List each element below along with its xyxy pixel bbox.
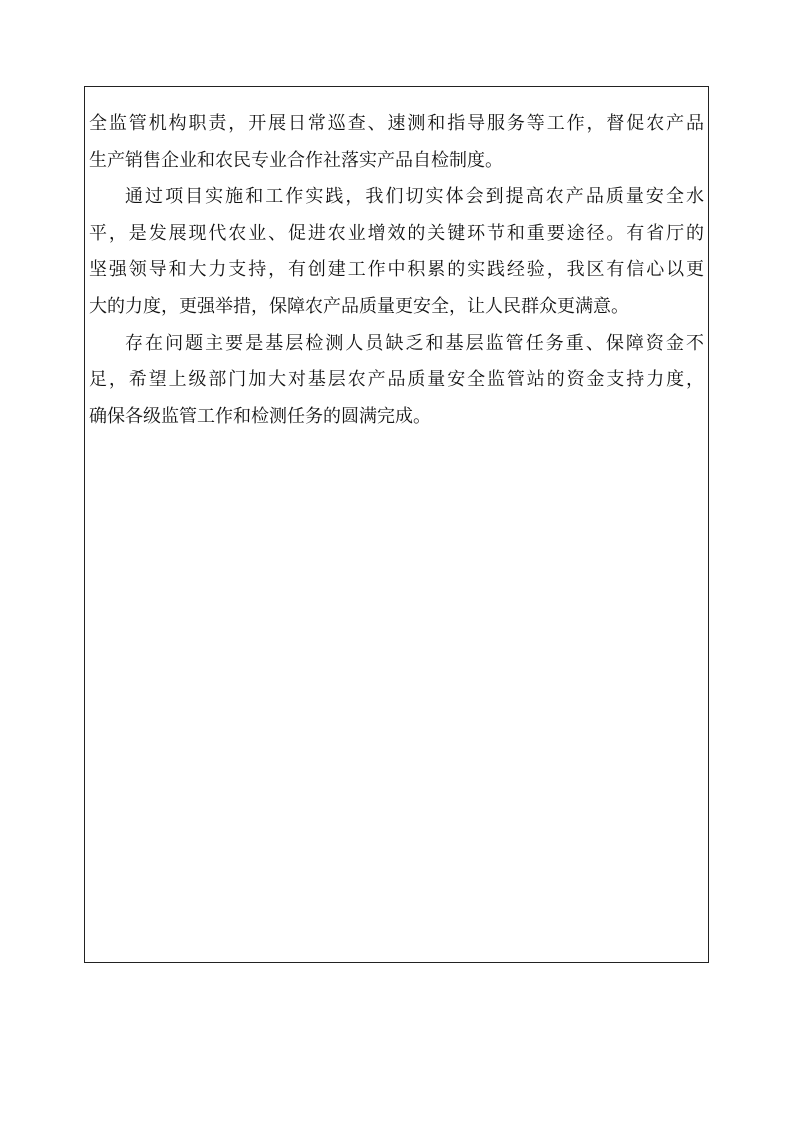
paragraph-supervision-duties [89, 106, 704, 179]
text-line: 足，希望上级部门加大对基层农产品质量安全监管站的资金支持力度， [89, 369, 704, 391]
text-line: 生产销售企业和农民专业合作社落实产品自检制度。 [89, 149, 503, 171]
paragraph-project-experience [89, 179, 704, 325]
text-line: 全监管机构职责，开展日常巡查、速测和指导服务等工作，督促农产品 [89, 113, 704, 134]
document-frame [84, 86, 709, 963]
text-line: 确保各级监管工作和检测任务的圆满完成。 [89, 405, 431, 427]
paragraph-existing-problems [89, 326, 704, 436]
text-line: 坚强领导和大力支持，有创建工作中积累的实践经验，我区有信心以更 [89, 259, 704, 281]
document-body [89, 106, 704, 435]
text-line: 大的力度，更强举措，保障农产品质量更安全，让人民群众更满意。 [89, 295, 629, 317]
text-line: 存在问题主要是基层检测人员缺乏和基层监管任务重、保障资金不 [125, 332, 704, 354]
text-line: 通过项目实施和工作实践，我们切实体会到提高农产品质量安全水 [125, 186, 704, 208]
text-line: 平，是发展现代农业、促进农业增效的关键环节和重要途径。有省厅的 [89, 222, 704, 244]
